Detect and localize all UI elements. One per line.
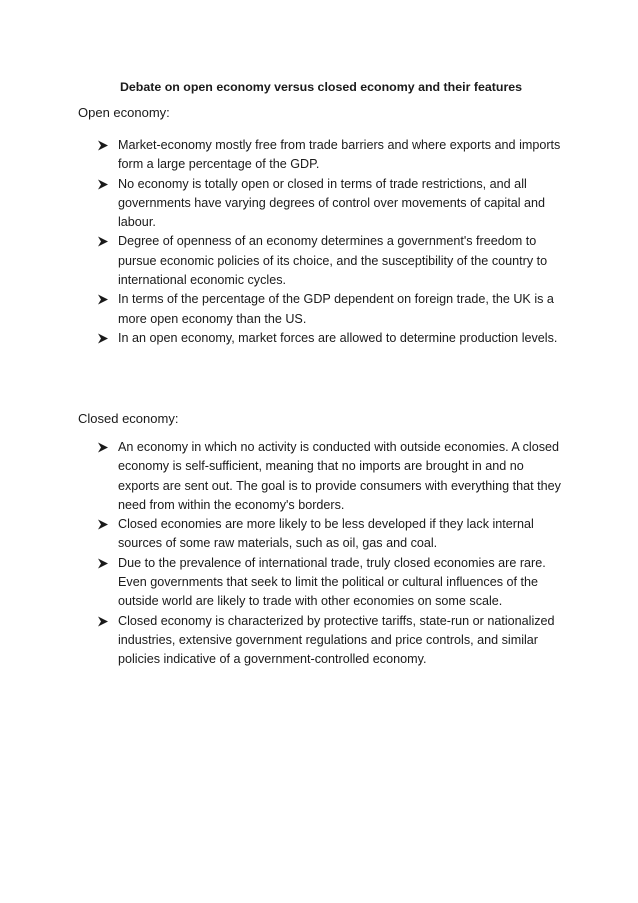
- arrowhead-bullet-icon: [96, 329, 110, 348]
- list-item: [96, 438, 566, 515]
- list-item: [96, 290, 566, 329]
- arrowhead-bullet-icon: [96, 438, 110, 457]
- arrowhead-bullet-icon: [96, 232, 110, 251]
- arrowhead-bullet-icon: [96, 290, 110, 309]
- bullet-list-closed-economy: [96, 438, 566, 670]
- list-item: [96, 175, 566, 233]
- list-item: [96, 612, 566, 670]
- bullet-text: Closed economies are more likely to be less developed if they lack internal sources of some raw materials, such as oil, gas and coal.: [118, 517, 534, 551]
- arrowhead-bullet-icon: [96, 175, 110, 194]
- bullet-text: An economy in which no activity is conducted with outside economies. A closed economy is self-sufficient, meaning that no imports are brought in and no exports are sent out. The goal is to provide consumers with everything that they need from within the economy's borders.: [118, 440, 561, 512]
- arrowhead-bullet-icon: [96, 515, 110, 534]
- arrowhead-bullet-icon: [96, 612, 110, 631]
- list-item: [96, 136, 566, 175]
- bullet-text: Due to the prevalence of international trade, truly closed economies are rare. Even governments that seek to limit the political or cultural influences of the outside world are likely to trade with other economies on some scale.: [118, 555, 546, 609]
- bullet-text: Degree of openness of an economy determines a government's freedom to pursue economic policies of its choice, and the susceptibility of the country to international economic cycles.: [118, 234, 548, 288]
- bullet-text: Market-economy mostly free from trade barriers and where exports and imports form a large percentage of the GDP.: [118, 138, 561, 172]
- list-item: [96, 232, 566, 290]
- document-title: Debate on open economy versus closed economy and their features: [119, 80, 523, 94]
- bullet-text: No economy is totally open or closed in terms of trade restrictions, and all governments have varying degrees of control over movements of capital and labour.: [118, 176, 546, 230]
- list-item: [96, 515, 566, 554]
- bullet-text: In an open economy, market forces are allowed to determine production levels.: [118, 330, 558, 345]
- bullet-text: Closed economy is characterized by protective tariffs, state-run or nationalized industries, extensive government regulations and price controls, and similar policies indicative of a government-controlled economy.: [118, 613, 555, 667]
- bullet-text: In terms of the percentage of the GDP dependent on foreign trade, the UK is a more open economy than the US.: [118, 292, 554, 326]
- arrowhead-bullet-icon: [96, 136, 110, 155]
- list-item: [96, 329, 566, 348]
- bullet-list-open-economy: [96, 136, 566, 348]
- section-heading-closed-economy: Closed economy:: [78, 411, 179, 426]
- section-heading-open-economy: Open economy:: [78, 105, 170, 120]
- arrowhead-bullet-icon: [96, 554, 110, 573]
- list-item: [96, 554, 566, 612]
